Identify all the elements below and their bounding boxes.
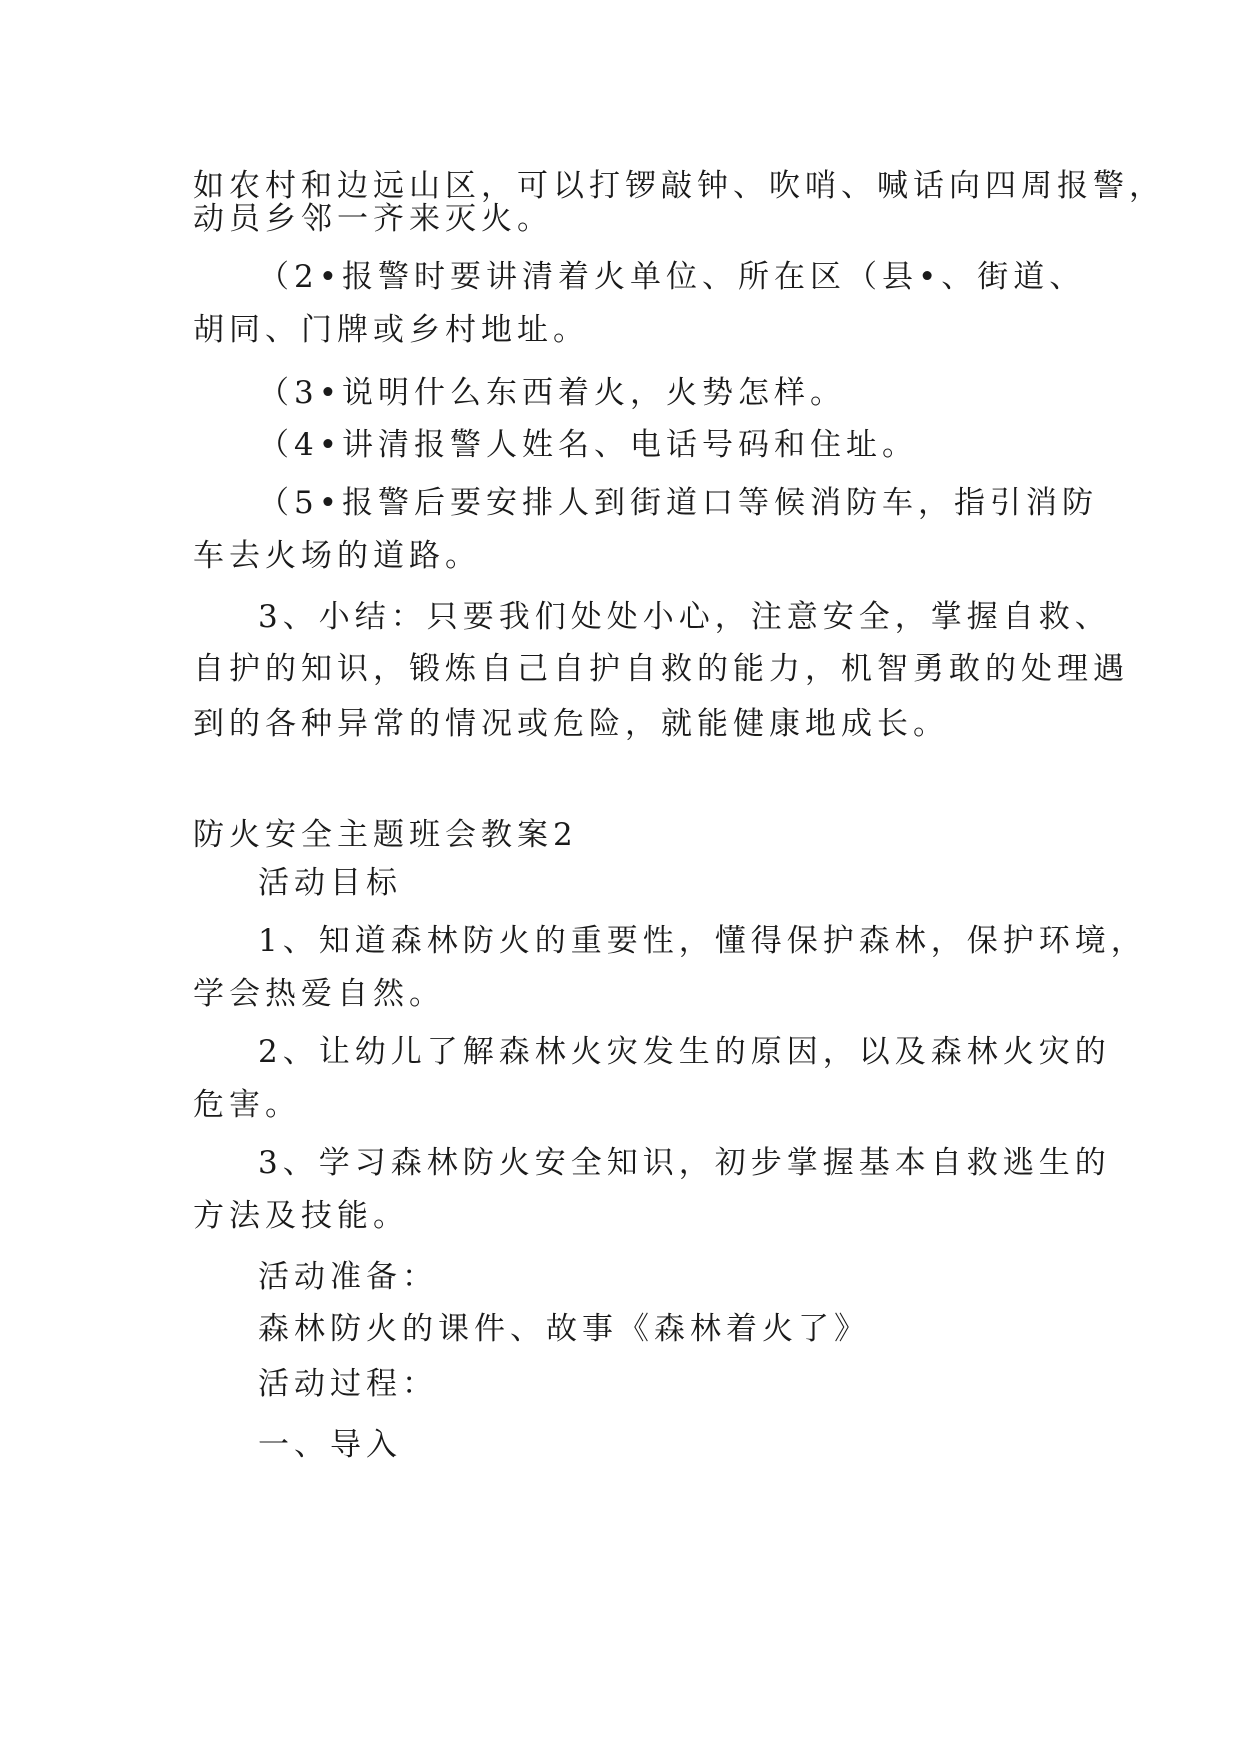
paragraph-line: 危害。 (193, 1087, 301, 1123)
paragraph-line: 自护的知识，锻炼自己自护自救的能力，机智勇敢的处理遇 (193, 651, 1129, 687)
paragraph-line: （2•报警时要讲清着火单位、所在区（县•、街道、 (258, 259, 1086, 295)
paragraph-line: 学会热爱自然。 (193, 976, 445, 1012)
paragraph-line: 方法及技能。 (193, 1198, 409, 1234)
paragraph-line: 胡同、门牌或乡村地址。 (193, 312, 589, 348)
paragraph-line: （3•说明什么东西着火，火势怎样。 (258, 375, 847, 411)
subheading: 活动目标 (258, 865, 402, 901)
subheading: 活动准备： (258, 1259, 438, 1295)
paragraph-line: （4•讲清报警人姓名、电话号码和住址。 (258, 427, 919, 463)
paragraph-line: 2、让幼儿了解森林火灾发生的原因，以及森林火灾的 (258, 1034, 1111, 1070)
paragraph-line: （5•报警后要安排人到街道口等候消防车，指引消防 (258, 485, 1099, 521)
paragraph-line: 到的各种异常的情况或危险，就能健康地成长。 (193, 706, 949, 742)
paragraph-line: 如农村和边远山区，可以打锣敲钟、吹哨、喊话向四周报警， (193, 168, 1165, 204)
section-heading: 防火安全主题班会教案2 (193, 817, 578, 853)
paragraph-line: 1、知道森林防火的重要性，懂得保护森林，保护环境， (258, 923, 1147, 959)
paragraph-line: 车去火场的道路。 (193, 538, 481, 574)
paragraph-line: 森林防火的课件、故事《森林着火了》 (258, 1311, 870, 1347)
paragraph-line: 3、小结：只要我们处处小心，注意安全，掌握自救、 (258, 599, 1111, 635)
subheading: 一、导入 (258, 1427, 402, 1463)
subheading: 活动过程： (258, 1366, 438, 1402)
paragraph-line: 动员乡邻一齐来灭火。 (193, 201, 553, 237)
paragraph-line: 3、学习森林防火安全知识，初步掌握基本自救逃生的 (258, 1145, 1111, 1181)
